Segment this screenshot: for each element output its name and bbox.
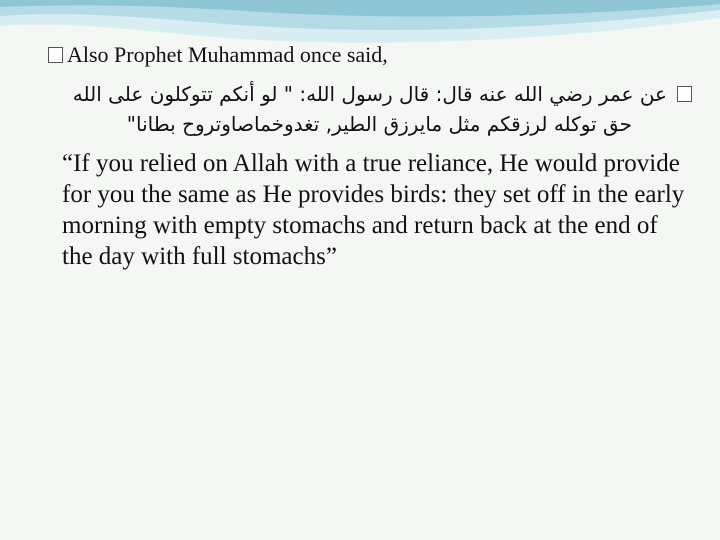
english-intro-line [48, 42, 388, 68]
english-quote: “If you relied on Allah with a true reliance, He would provide for you the same as He provides birds: they set off in the early morning with empty stomachs and return back at the end of the day with full stomachs” [62, 150, 685, 270]
arabic-line-1-text: عن عمر رضي الله عنه قال: قال رسول الله: " لو أنكم تتوكلون على الله [72, 82, 667, 106]
arabic-hadith-line-2 [0, 112, 632, 136]
arabic-line-2-text: حق توكله لرزقكم مثل مايرزق الطير, تغدوخماصاوتروح بطانا" [126, 112, 632, 136]
english-intro-text: Also Prophet Muhammad once said, [67, 42, 388, 67]
square-bullet-icon [48, 47, 63, 63]
square-bullet-icon [677, 86, 692, 102]
arabic-hadith-line-1 [32, 82, 692, 106]
